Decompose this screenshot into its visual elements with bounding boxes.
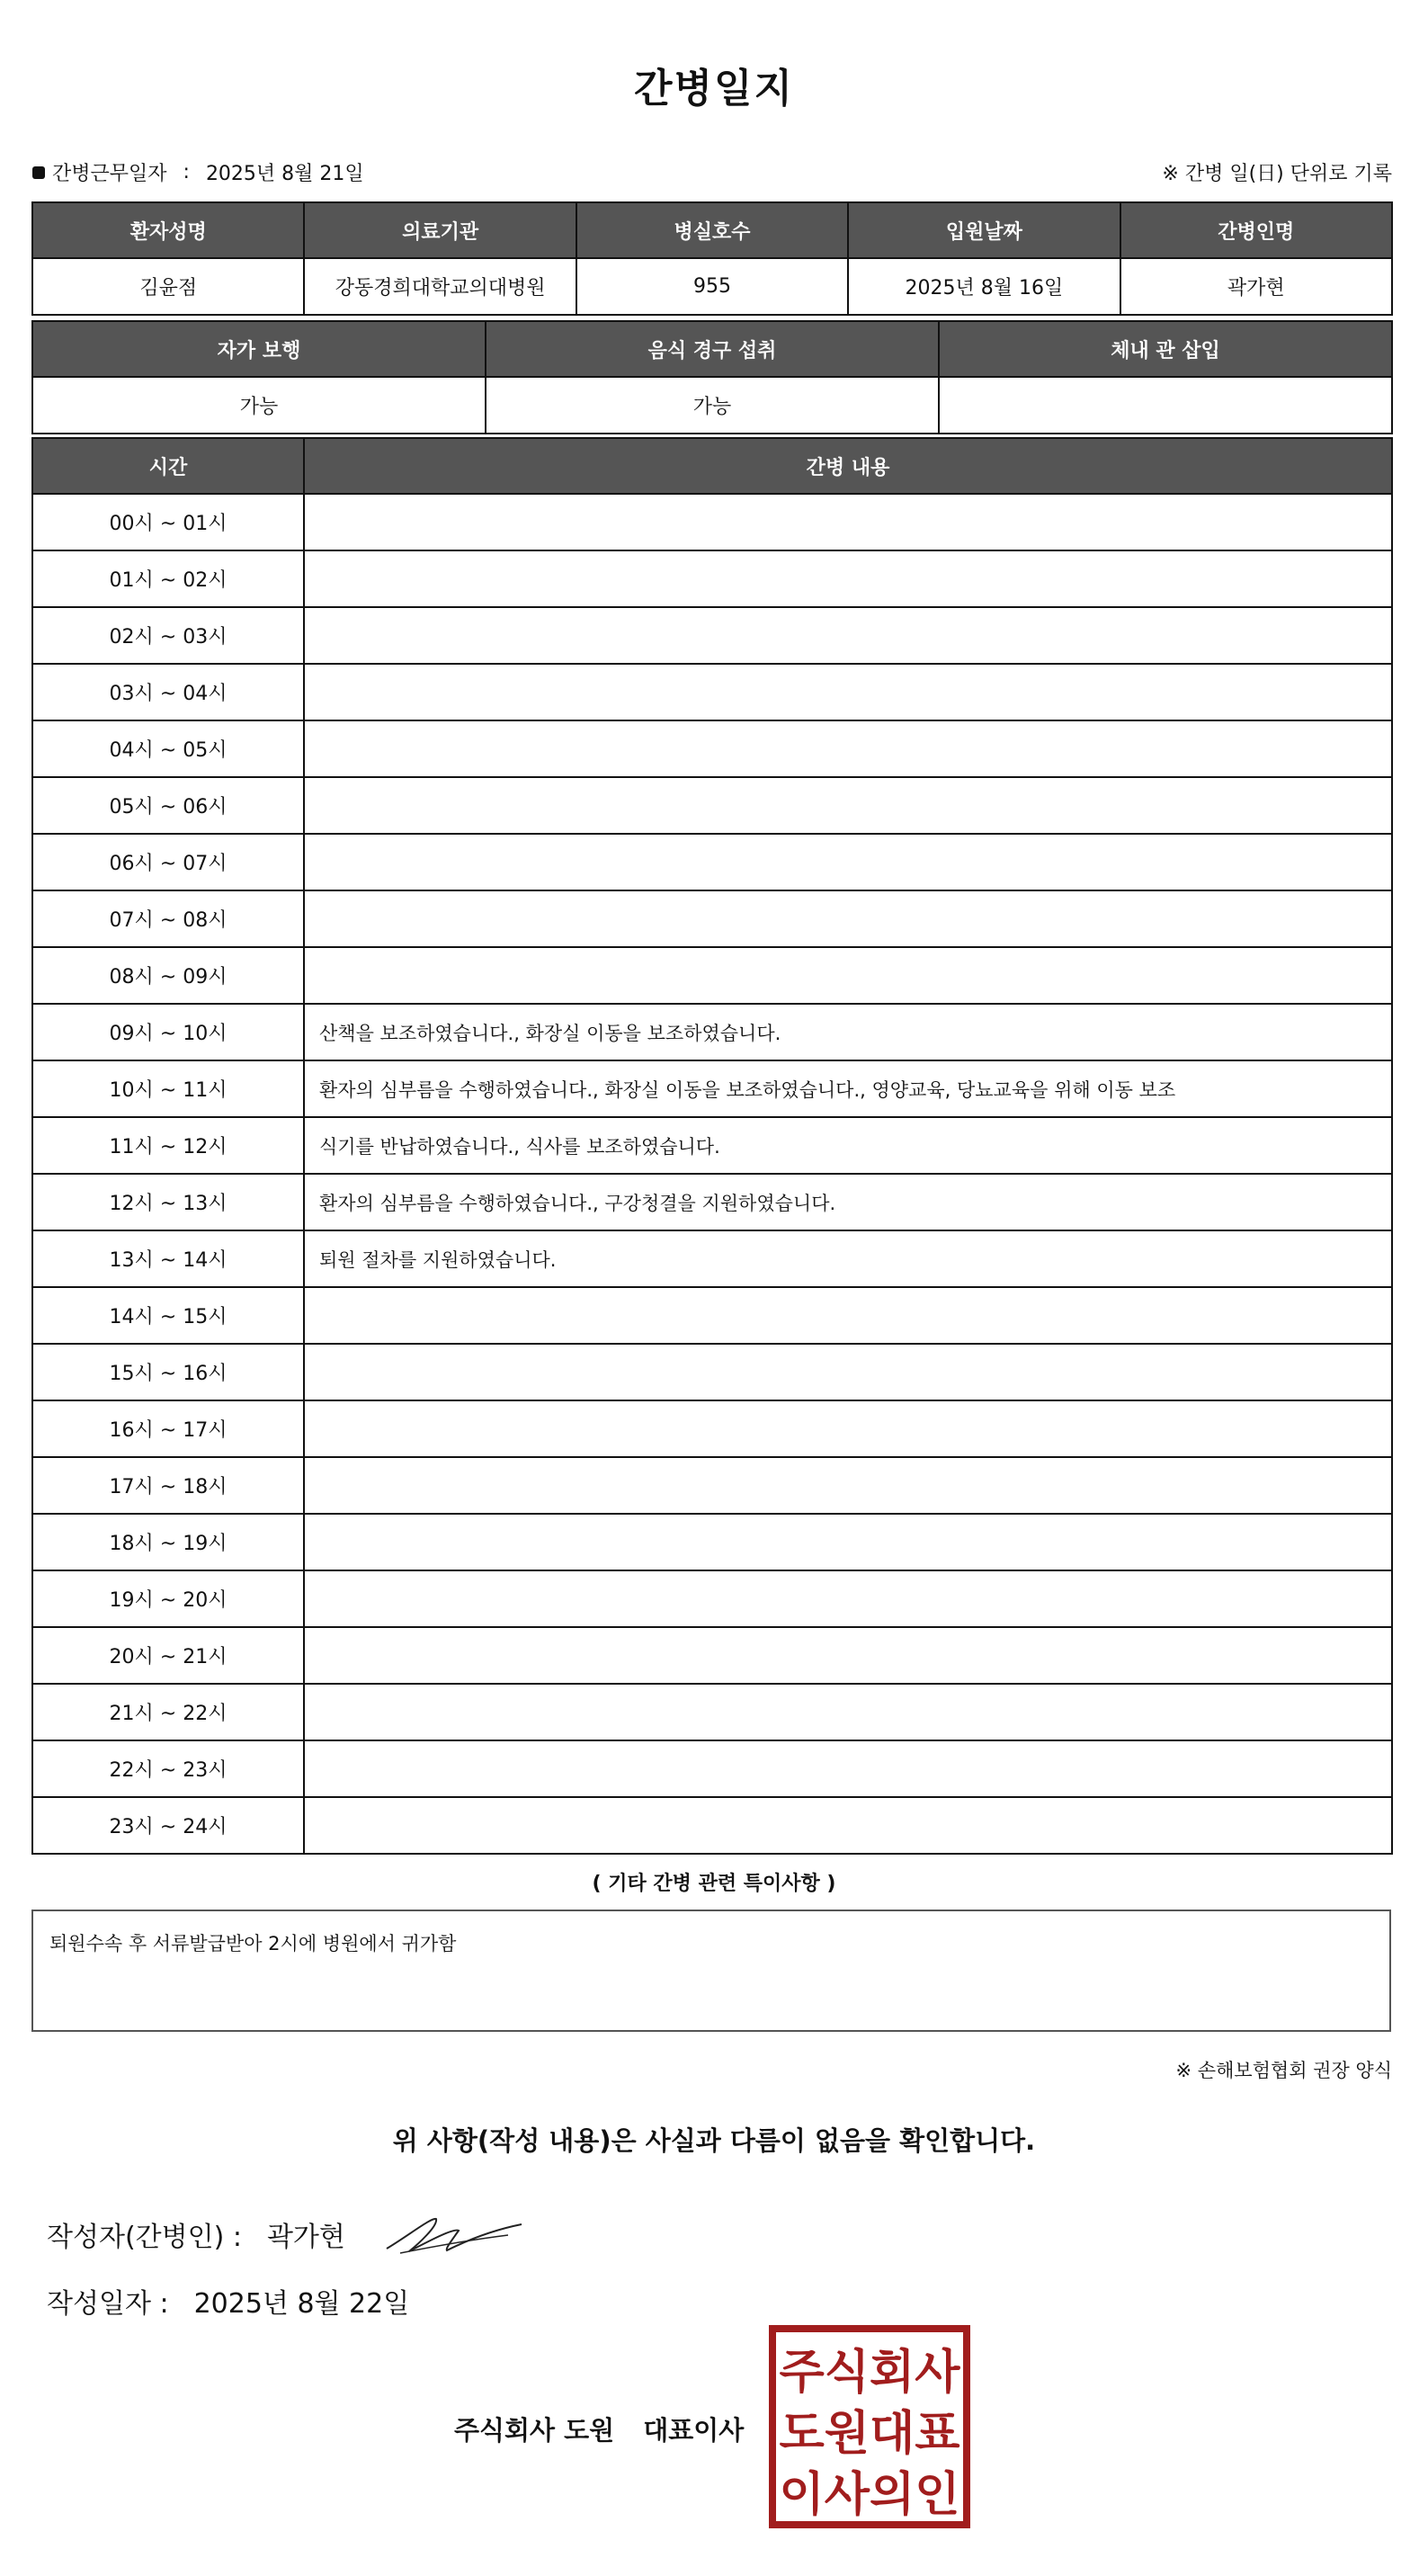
bullet-square-icon [32,166,45,179]
care-content [305,1345,1391,1400]
patient-status-table [31,320,1393,434]
care-content: 식기를 반납하였습니다., 식사를 보조하였습니다. [305,1118,1391,1173]
company-name: 주식회사 도원 [454,2415,615,2446]
header-hospital: 의료기관 [305,203,575,257]
written-date-line [47,2281,409,2321]
table-row [33,1798,1391,1853]
admission-date: 2025년 8월 16일 [849,259,1119,314]
table-row [33,1118,1391,1173]
care-content [305,1515,1391,1570]
time-slot: 12시 ~ 13시 [33,1175,303,1230]
writer-line [47,2214,345,2254]
patient-info-table [31,201,1393,316]
time-slot: 09시 ~ 10시 [33,1005,303,1060]
care-content [305,1685,1391,1740]
header-admission-date: 입원날짜 [849,203,1119,257]
header-patient-name: 환자성명 [33,203,303,257]
care-content [305,948,1391,1003]
oral-intake-value: 가능 [486,378,938,433]
header-care-content: 간병 내용 [305,439,1391,493]
header-time: 시간 [33,439,303,493]
table-row [33,495,1391,550]
table-row [33,608,1391,663]
care-content [305,1288,1391,1343]
self-walking-value: 가능 [33,378,485,433]
care-content: 환자의 심부름을 수행하였습니다., 구강청결을 지원하였습니다. [305,1175,1391,1230]
time-slot: 18시 ~ 19시 [33,1515,303,1570]
writer-label: 작성자(간병인) : [47,2222,242,2253]
written-date-label: 작성일자 : [47,2288,169,2320]
confirmation-statement: 위 사항(작성 내용)은 사실과 다름이 없음을 확인합니다. [392,2125,1036,2156]
table-row [33,665,1391,720]
care-content [305,721,1391,776]
room-number: 955 [577,259,847,314]
record-note: ※ 간병 일(日) 단위로 기록 [1162,163,1392,185]
seal-line-3: 이사의인 [779,2468,960,2522]
time-slot: 13시 ~ 14시 [33,1231,303,1286]
care-content [305,665,1391,720]
header-tube-insertion: 체내 관 삽입 [940,322,1391,376]
table-row [33,1741,1391,1796]
table-row [33,721,1391,776]
table-row [33,1231,1391,1286]
special-notes-label: ( 기타 간병 관련 특이사항 ) [592,1873,836,1895]
care-content [305,891,1391,946]
special-notes-box: 퇴원수속 후 서류발급받아 2시에 병원에서 귀가함 [31,1910,1391,2032]
header-oral-intake: 음식 경구 섭취 [486,322,938,376]
time-slot: 05시 ~ 06시 [33,778,303,833]
time-slot: 02시 ~ 03시 [33,608,303,663]
table-row [33,1288,1391,1343]
time-slot: 06시 ~ 07시 [33,835,303,890]
table-row [33,1685,1391,1740]
caregiver-name: 곽가현 [1121,259,1391,314]
table-row [33,1515,1391,1570]
company-seal-stamp [769,2325,970,2528]
time-slot: 15시 ~ 16시 [33,1345,303,1400]
table-row [33,1061,1391,1116]
time-slot: 16시 ~ 17시 [33,1401,303,1456]
time-slot: 23시 ~ 24시 [33,1798,303,1853]
table-row [33,1401,1391,1456]
time-slot: 00시 ~ 01시 [33,495,303,550]
work-date-value: 2025년 8월 21일 [205,163,364,185]
table-row [33,1458,1391,1513]
care-content [305,608,1391,663]
time-slot: 17시 ~ 18시 [33,1458,303,1513]
care-content: 퇴원 절차를 지원하였습니다. [305,1231,1391,1286]
care-content [305,1741,1391,1796]
writer-name: 곽가현 [266,2222,345,2253]
table-row [33,835,1391,890]
header-self-walking: 자가 보행 [33,322,485,376]
header-caregiver-name: 간병인명 [1121,203,1391,257]
time-slot: 11시 ~ 12시 [33,1118,303,1173]
time-slot: 03시 ~ 04시 [33,665,303,720]
care-content [305,495,1391,550]
table-row [33,891,1391,946]
time-slot: 04시 ~ 05시 [33,721,303,776]
header-room: 병실호수 [577,203,847,257]
time-slot: 14시 ~ 15시 [33,1288,303,1343]
table-row [33,551,1391,606]
time-slot: 10시 ~ 11시 [33,1061,303,1116]
seal-line-2: 도원대표 [779,2407,960,2461]
time-slot: 19시 ~ 20시 [33,1571,303,1626]
document-title: 간병일지 [633,66,794,112]
table-row [33,948,1391,1003]
company-ceo-title: 대표이사 [643,2415,745,2446]
care-content: 환자의 심부름을 수행하였습니다., 화장실 이동을 보조하였습니다., 영양교육, 당뇨교육을 위해 이동 보조 [305,1061,1391,1116]
care-content: 산책을 보조하였습니다., 화장실 이동을 보조하였습니다. [305,1005,1391,1060]
table-row [33,778,1391,833]
time-slot: 07시 ~ 08시 [33,891,303,946]
care-log-table [31,437,1393,1855]
table-row [33,1005,1391,1060]
tube-insertion-value [940,378,1391,433]
care-content [305,778,1391,833]
handwritten-signature [382,2208,526,2262]
time-slot: 01시 ~ 02시 [33,551,303,606]
work-date-label: 간병근무일자 [52,163,167,185]
seal-line-1: 주식회사 [779,2346,960,2400]
patient-name: 김윤점 [33,259,303,314]
care-content [305,1458,1391,1513]
care-content [305,1401,1391,1456]
table-row [33,1345,1391,1400]
care-content [305,1798,1391,1853]
care-content [305,1628,1391,1683]
work-date-line [32,158,364,186]
care-content [305,835,1391,890]
association-note: ※ 손해보험협회 권장 양식 [1175,2060,1392,2081]
time-slot: 21시 ~ 22시 [33,1685,303,1740]
written-date-value: 2025년 8월 22일 [193,2288,410,2320]
time-slot: 08시 ~ 09시 [33,948,303,1003]
time-slot: 22시 ~ 23시 [33,1741,303,1796]
table-row [33,1628,1391,1683]
care-content [305,1571,1391,1626]
table-row [33,1175,1391,1230]
time-slot: 20시 ~ 21시 [33,1628,303,1683]
hospital-name: 강동경희대학교의대병원 [305,259,575,314]
table-row [33,1571,1391,1626]
company-line [454,2411,744,2447]
work-date-colon: : [183,161,190,183]
care-content [305,551,1391,606]
